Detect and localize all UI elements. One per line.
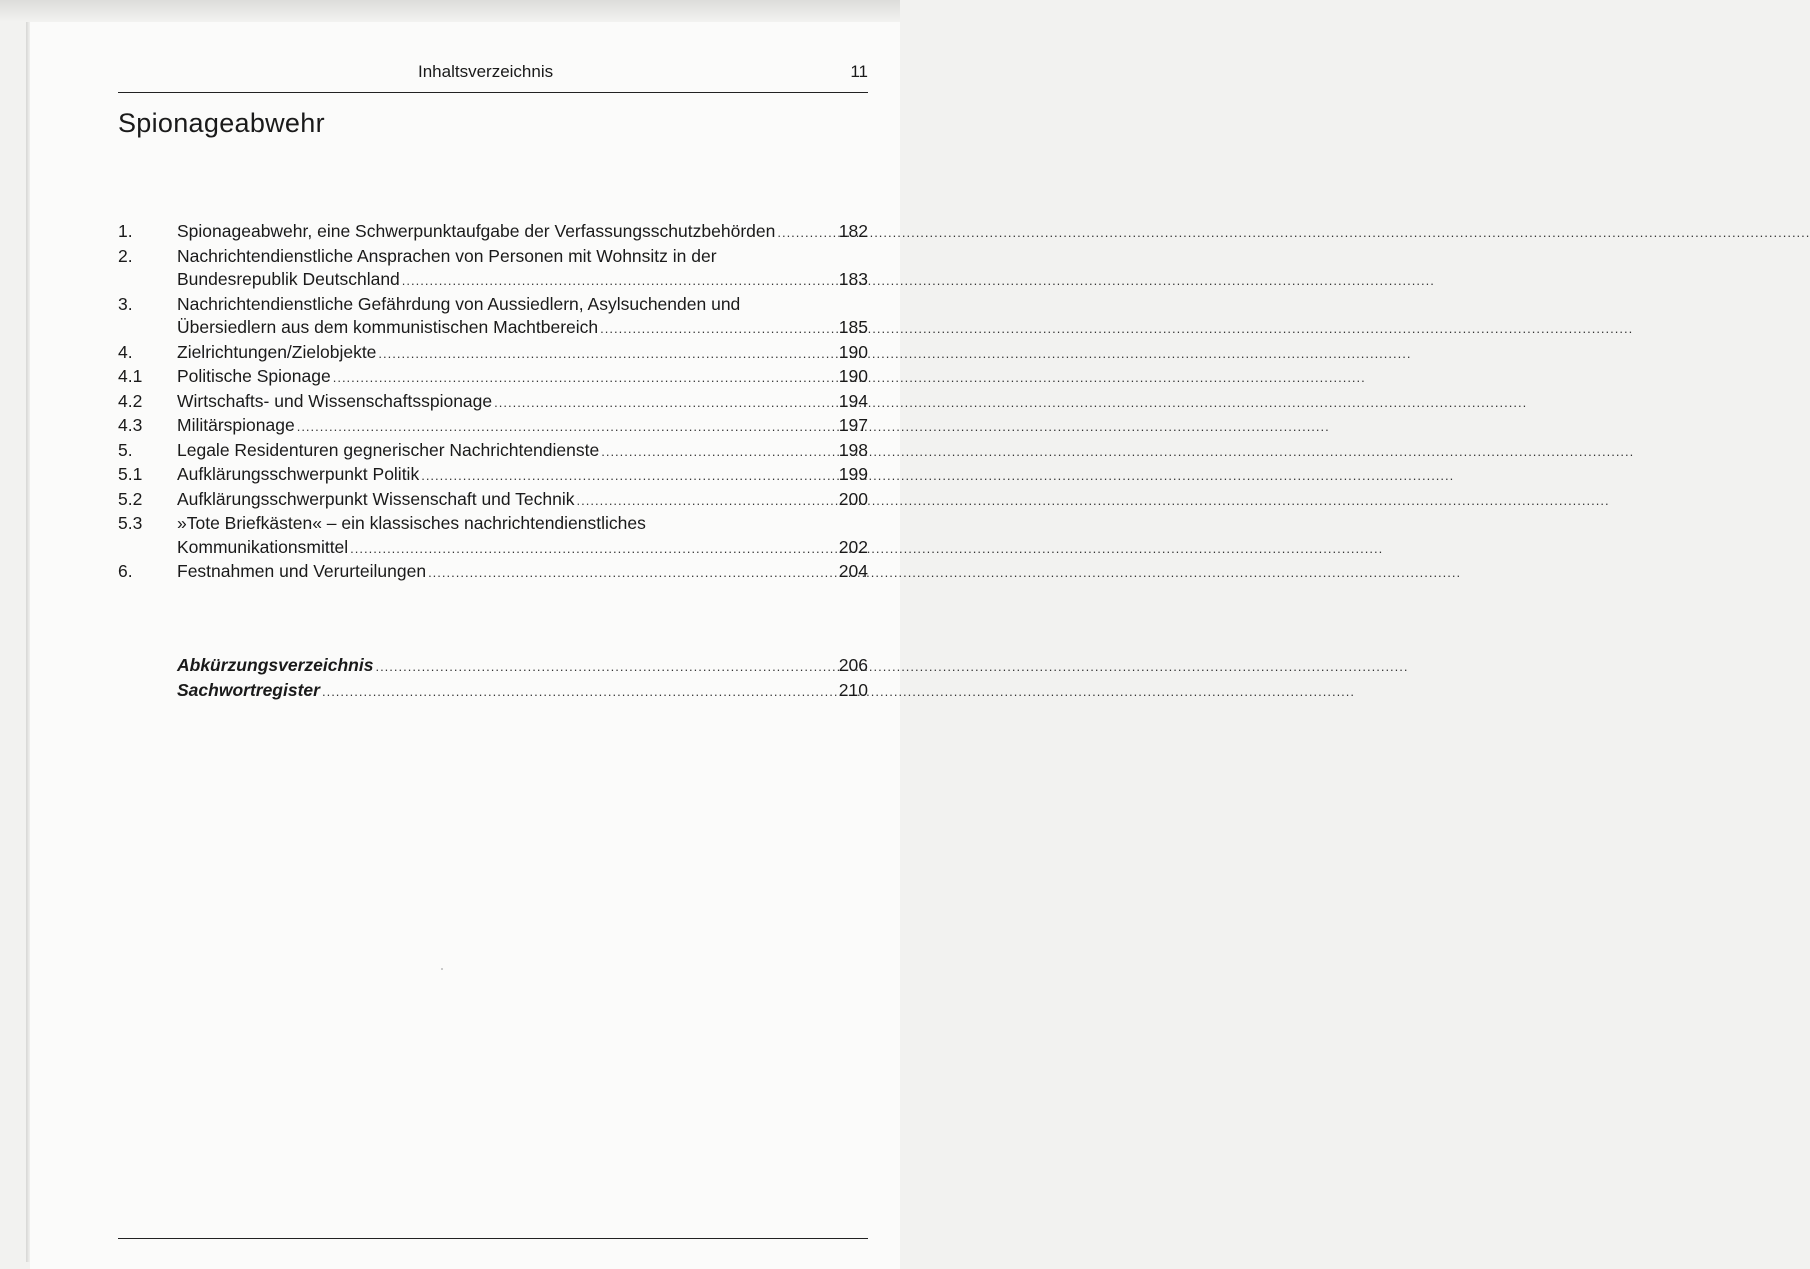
footer-rule (118, 1238, 868, 1239)
dot-leader (577, 489, 833, 513)
toc-entry-title: Zielrichtungen/Zielobjekte (177, 341, 377, 362)
toc-entry-number: 4.2 (118, 390, 143, 411)
toc-entry-title: Festnahmen und Verurteilungen (177, 561, 427, 581)
toc-entry-page: 202 (838, 536, 868, 557)
toc-entry[interactable] (118, 488, 868, 513)
toc-entry-title: Spionageabwehr, eine Schwerpunktaufgabe der Verfassungsschutzbehörden (177, 221, 776, 241)
appendix-entry-title: Abkürzungsverzeichnis (177, 655, 374, 675)
toc-entry-line (177, 414, 868, 439)
dot-leader (375, 655, 832, 679)
appendix-entry-line (177, 679, 868, 704)
toc-entry-number: 5.2 (118, 488, 143, 509)
appendix-entry-page: 206 (838, 655, 868, 675)
dot-leader (333, 366, 833, 390)
toc-entry-line (177, 536, 868, 561)
toc-entry-number: 4.3 (118, 415, 143, 435)
toc-entry-page: 185 (838, 317, 868, 337)
dot-leader (421, 464, 833, 488)
toc-entry-page: 199 (838, 464, 868, 484)
dot-leader (428, 561, 833, 585)
toc-entry[interactable] (118, 560, 868, 585)
toc-entry-line (177, 439, 868, 464)
toc-entry-line (177, 220, 868, 245)
toc-entry-number: 2. (118, 245, 133, 266)
toc-entry-title: Wirtschafts- und Wissenschaftsspionage (177, 390, 493, 411)
appendix-entry-page: 210 (838, 679, 868, 700)
dot-leader (322, 680, 833, 704)
toc-entry-title: Militärspionage (177, 415, 295, 435)
dot-leader (494, 391, 833, 415)
scan-speck (441, 968, 443, 970)
dot-leader (600, 317, 833, 341)
toc-entry-number: 1. (118, 221, 133, 241)
toc-entry-title: Nachrichtendienstliche Ansprachen von Personen mit Wohnsitz in der (177, 245, 717, 266)
toc-entry-title: Übersiedlern aus dem kommunistischen Machtbereich (177, 317, 599, 337)
toc-entry-line (177, 293, 868, 317)
scan-shadow-top (0, 0, 900, 22)
toc-entry-number: 6. (118, 561, 133, 581)
toc-entry[interactable] (118, 390, 868, 415)
toc-entry-title: »Tote Briefkästen« – ein klassisches nachrichtendienstliches (177, 513, 646, 533)
toc-entry-number: 5.1 (118, 464, 143, 484)
dot-leader (350, 537, 833, 561)
toc-entry-page: 190 (838, 341, 868, 362)
table-of-contents (118, 220, 868, 585)
toc-entry-title: Aufklärungsschwerpunkt Wissenschaft und Technik (177, 488, 575, 509)
dot-leader (402, 269, 833, 293)
toc-entry[interactable] (118, 341, 868, 366)
toc-entry[interactable] (118, 245, 868, 293)
appendix-entry-title: Sachwortregister (177, 679, 320, 700)
appendix-entry-line (177, 654, 868, 679)
toc-entry-title: Nachrichtendienstliche Gefährdung von Aussiedlern, Asylsuchenden und (177, 293, 741, 314)
toc-entry-page: 200 (838, 488, 868, 509)
running-head (118, 62, 868, 86)
toc-entry-line (177, 488, 868, 513)
toc-entry[interactable] (118, 439, 868, 464)
toc-entry[interactable] (118, 463, 868, 488)
toc-entry-number: 4.1 (118, 366, 143, 386)
chapter-title: Spionageabwehr (118, 108, 325, 138)
toc-entry-line (177, 365, 868, 390)
toc-entry[interactable] (118, 365, 868, 390)
toc-entry-title: Kommunikationsmittel (177, 536, 349, 557)
dot-leader (297, 415, 833, 439)
toc-entry-page: 204 (838, 561, 868, 581)
toc-entry-line (177, 316, 868, 341)
dot-leader (378, 342, 832, 366)
toc-entry-line (177, 390, 868, 415)
toc-entry-number: 3. (118, 293, 133, 314)
toc-entry-number: 5. (118, 439, 133, 460)
running-head-page-number: 11 (850, 62, 868, 81)
toc-entry-number: 4. (118, 341, 133, 362)
toc-entry-title: Legale Residenturen gegnerischer Nachrichtendienste (177, 439, 600, 460)
toc-entry-page: 194 (838, 390, 868, 411)
toc-entry-page: 197 (838, 415, 868, 435)
toc-entry-line (177, 463, 868, 488)
toc-entry-number: 5.3 (118, 513, 143, 533)
toc-entry-title: Politische Spionage (177, 366, 331, 386)
toc-entry[interactable] (118, 293, 868, 341)
dot-leader (777, 221, 832, 245)
toc-entry[interactable] (118, 414, 868, 439)
toc-entry-page: 198 (838, 439, 868, 460)
toc-entry-title: Aufklärungsschwerpunkt Politik (177, 464, 420, 484)
toc-entry-page: 183 (838, 269, 868, 289)
toc-entry-title: Bundesrepublik Deutschland (177, 269, 400, 289)
toc-entry-line (177, 268, 868, 293)
toc-entry-page: 190 (838, 366, 868, 386)
appendix-entry[interactable] (118, 679, 868, 704)
running-head-title: Inhaltsverzeichnis (418, 62, 554, 81)
dot-leader (601, 440, 833, 464)
toc-entry-page: 182 (838, 221, 868, 241)
appendix-entries (118, 654, 868, 703)
book-page (30, 22, 900, 1269)
toc-entry-line (177, 560, 868, 585)
header-rule (118, 92, 868, 93)
toc-entry-line (177, 245, 868, 269)
toc-entry[interactable] (118, 512, 868, 560)
toc-entry-line (177, 341, 868, 366)
toc-entry-line (177, 512, 868, 536)
appendix-entry[interactable] (118, 654, 868, 679)
toc-entry[interactable] (118, 220, 868, 245)
